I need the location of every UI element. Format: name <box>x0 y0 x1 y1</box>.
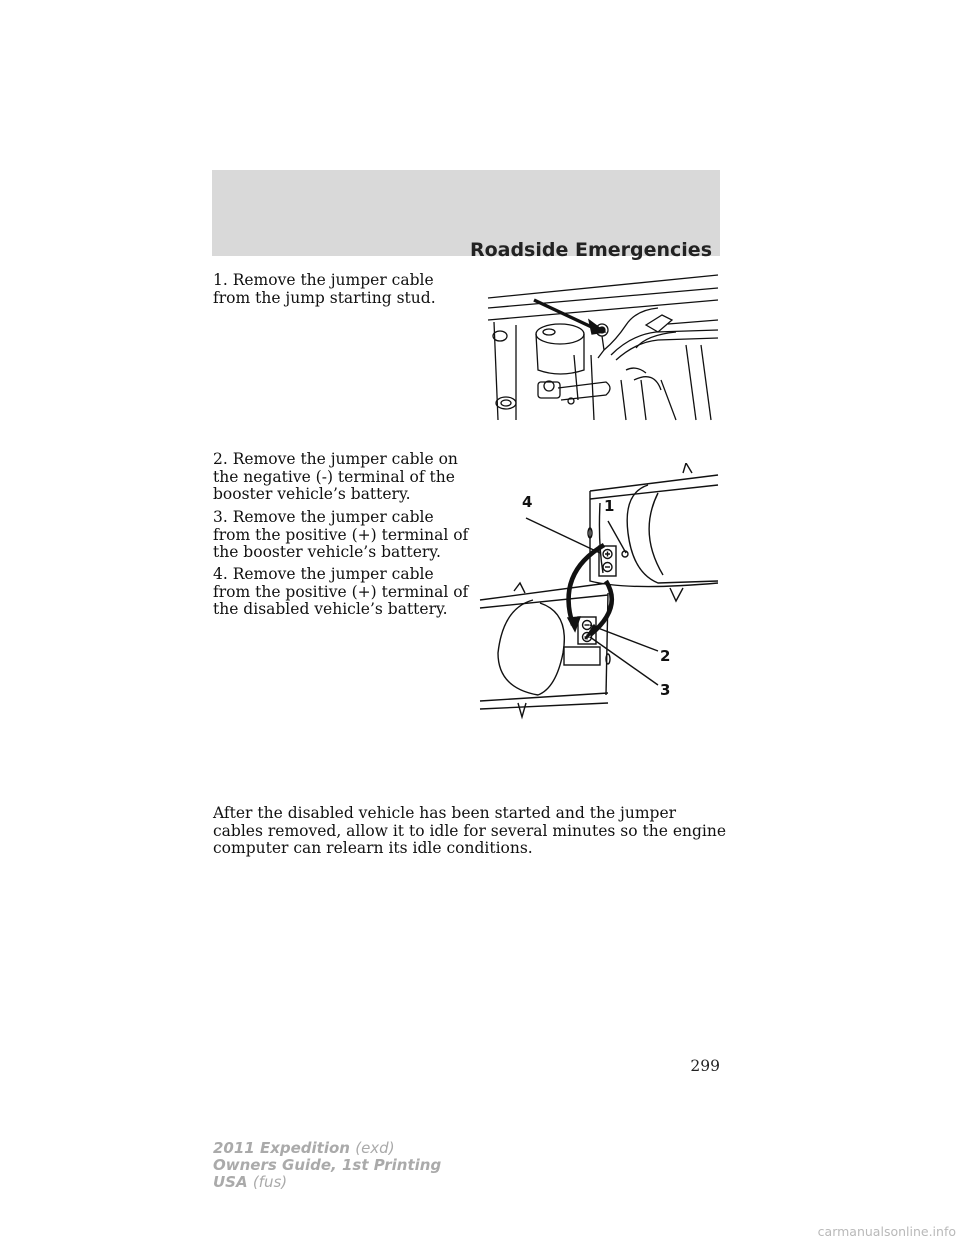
footer-model: 2011 Expedition <box>213 1139 350 1157</box>
step-4-text: 4. Remove the jumper cable from the positive (+) terminal of the disabled vehicle’s battery. <box>213 565 469 618</box>
step-1-text: 1. Remove the jumper cable from the jump starting stud. <box>213 271 436 307</box>
callout-1: 1 <box>604 497 615 515</box>
closing-paragraph: After the disabled vehicle has been started and the jumper cables removed, allow it to idle for several minutes so the engine computer can relearn its idle conditions. <box>213 804 727 857</box>
step-3-text: 3. Remove the jumper cable from the positive (+) terminal of the booster vehicle’s battery. <box>213 508 469 561</box>
footer-printing-info <box>213 1140 441 1191</box>
battery-cable-removal-diagram <box>478 463 723 725</box>
callout-4: 4 <box>522 493 533 511</box>
jump-stud-illustration <box>486 270 721 425</box>
footer-model-code: (exd) <box>355 1139 395 1157</box>
footer-market: USA <box>213 1173 248 1191</box>
step-2-text: 2. Remove the jumper cable on the negative (-) terminal of the booster vehicle’s battery. <box>213 450 458 503</box>
callout-2: 2 <box>660 647 671 665</box>
footer-line-2: Owners Guide, 1st Printing <box>213 1156 442 1174</box>
footer-line-1 <box>213 1140 441 1157</box>
callout-3: 3 <box>660 681 671 699</box>
watermark: carmanualsonline.info <box>817 1224 956 1239</box>
section-title: Roadside Emergencies <box>469 239 712 261</box>
page-number: 299 <box>690 1057 720 1075</box>
section-header-band <box>212 170 720 261</box>
footer-market-code: (fus) <box>252 1173 288 1191</box>
footer-line-3 <box>213 1174 441 1191</box>
